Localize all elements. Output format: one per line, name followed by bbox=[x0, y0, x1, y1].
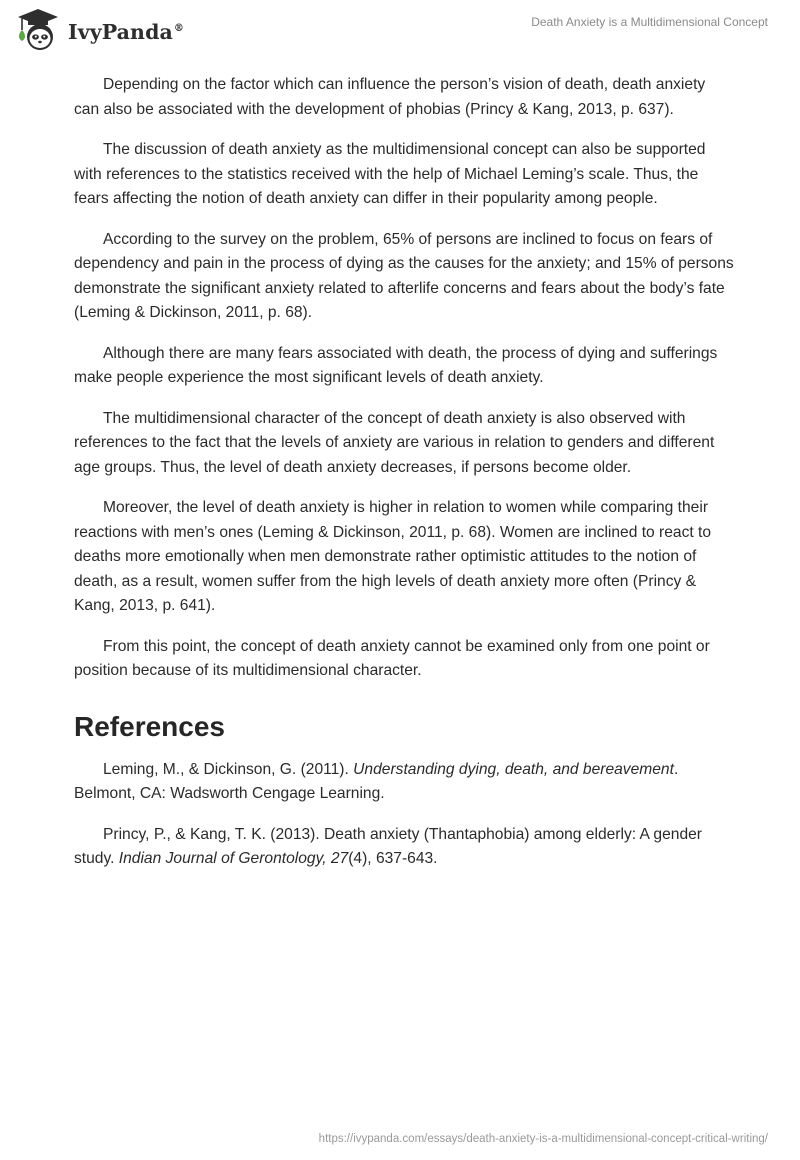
brand-name: IvyPanda® bbox=[68, 20, 184, 44]
essay-content bbox=[74, 70, 734, 888]
body-paragraph: Depending on the factor which can influence the person’s vision of death, death anxiety can also be associated with the development of phobias (Princy & Kang, 2013, p. 637). bbox=[74, 76, 706, 118]
reference-entry bbox=[74, 758, 734, 807]
body-paragraph: From this point, the concept of death anxiety cannot be examined only from one point or position because of its multidimensional character. bbox=[74, 637, 710, 679]
body-paragraph: The discussion of death anxiety as the multidimensional concept can also be supported with references to the statistics received with the help of Michael Leming’s scale. Thus, the fears affecting the notion of death anxiety can differ in their popularity among people. bbox=[74, 141, 706, 207]
reference-text: (4), 637-643. bbox=[348, 850, 438, 867]
body-paragraph: The multidimensional character of the concept of death anxiety is also observed with references to the fact that the levels of anxiety are various in relation to genders and different age groups. Thus, the level of death anxiety decreases, if persons become older. bbox=[74, 409, 715, 476]
source-url[interactable]: https://ivypanda.com/essays/death-anxiety-is-a-multidimensional-concept-critical-writing/ bbox=[318, 1133, 768, 1145]
body-paragraph: According to the survey on the problem, 65% of persons are inclined to focus on fears of dependency and pain in the process of dying as the causes for the anxiety; and 15% of persons demonstrate the significant anxiety related to afterlife concerns and fears about the body’s fate (Leming & Dickinson, 2011, p. 68). bbox=[74, 230, 734, 321]
reference-entry bbox=[74, 823, 734, 872]
body-paragraph: Although there are many fears associated with death, the process of dying and sufferings make people experience the most significant levels of death anxiety. bbox=[74, 344, 718, 386]
page-header bbox=[0, 0, 800, 70]
body-paragraph: Moreover, the level of death anxiety is higher in relation to women while comparing their reactions with men’s ones (Leming & Dickinson, 2011, p. 68). Women are inclined to react to deaths more emotionally when men demonstrate rather optimistic attitudes to the notion of death, as a result, women suffer from the high levels of death anxiety more often (Princy & Kang, 2013, p. 641). bbox=[74, 499, 712, 614]
registered-mark: ® bbox=[173, 23, 184, 35]
references-heading: References bbox=[74, 710, 225, 742]
reference-title: Understanding dying, death, and bereavement bbox=[353, 760, 674, 778]
brand-logo[interactable] bbox=[14, 8, 184, 52]
reference-text: . Belmont, CA: Wadsworth Cengage Learning. bbox=[74, 760, 679, 802]
panda-graduate-icon bbox=[14, 8, 62, 52]
reference-journal: Indian Journal of Gerontology, 27 bbox=[118, 850, 349, 867]
document-title: Death Anxiety is a Multidimensional Concept bbox=[531, 15, 768, 29]
reference-text: Leming, M., & Dickinson, G. (2011). bbox=[103, 760, 354, 778]
reference-text: Princy, P., & Kang, T. K. (2013). Death anxiety (Thantaphobia) among elderly: A gender study. bbox=[74, 825, 702, 867]
